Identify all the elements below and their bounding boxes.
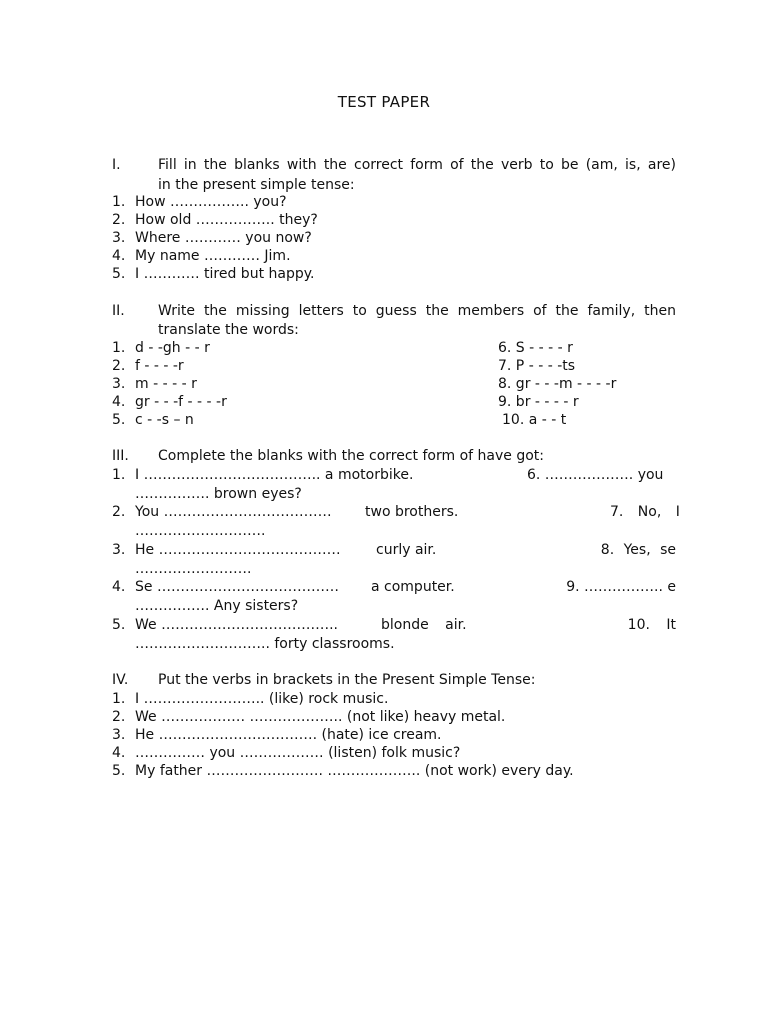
item-number: 1. [112, 340, 126, 356]
exercise-item: 7. No, I [610, 504, 680, 520]
family-word-puzzle: 7. P - - - -ts [498, 358, 576, 374]
exercise-item: two brothers. [365, 504, 459, 520]
item-number: 5. [112, 266, 126, 282]
exercise-item-continued: ………………………. [135, 523, 266, 539]
exercise-item: We ……………………………….. [135, 617, 338, 633]
item-number: 5. [112, 412, 126, 428]
family-word-puzzle: m - - - - r [135, 376, 197, 392]
exercise-item-continued: ……………………. [135, 561, 252, 577]
page-title: TEST PAPER [337, 93, 431, 111]
exercise-item: 6. ………………. you [527, 467, 664, 483]
exercise-item: My name ………… Jim. [135, 248, 291, 264]
exercise-item: He ……………………………. (hate) ice cream. [135, 727, 442, 743]
exercise-item-continued: ……………………….. forty classrooms. [135, 636, 395, 652]
exercise-item: I ……………………………….. a motorbike. [135, 467, 414, 483]
exercise-item: Where ………… you now? [135, 230, 312, 246]
exercise-item: You ……………………………… [135, 504, 332, 520]
exercise-item: curly air. [376, 542, 437, 558]
family-word-puzzle: d - -gh - - r [135, 340, 210, 356]
item-number: 1. [112, 194, 126, 210]
exercise-item: …………… you ……………… (listen) folk music? [135, 745, 461, 761]
exercise-item: He ………………………………… [135, 542, 341, 558]
exercise-item: How old …………….. they? [135, 212, 318, 228]
exercise-item: My father ……………………. ……………….. (not work) every day. [135, 763, 574, 779]
section-instruction: translate the words: [158, 322, 299, 338]
item-number: 1. [112, 691, 126, 707]
exercise-item-continued: ……………. brown eyes? [135, 486, 302, 502]
item-number: 2. [112, 358, 126, 374]
section-instruction: Complete the blanks with the correct form of have got: [158, 448, 544, 464]
exercise-item-continued: ……………. Any sisters? [135, 598, 299, 614]
item-number: 4. [112, 579, 126, 595]
exercise-item: I …………………….. (like) rock music. [135, 691, 389, 707]
section-instruction: Put the verbs in brackets in the Present Simple Tense: [158, 672, 536, 688]
item-number: 5. [112, 763, 126, 779]
exercise-item: a computer. [371, 579, 455, 595]
section-number: IV. [112, 672, 129, 688]
item-number: 2. [112, 709, 126, 725]
item-number: 4. [112, 394, 126, 410]
exercise-item: 8. Yes, se [600, 542, 676, 558]
item-number: 3. [112, 727, 126, 743]
family-word-puzzle: 8. gr - - -m - - - -r [498, 376, 617, 392]
family-word-puzzle: 9. br - - - - r [498, 394, 579, 410]
item-number: 3. [112, 542, 126, 558]
exercise-item: I ………… tired but happy. [135, 266, 315, 282]
family-word-puzzle: c - -s – n [135, 412, 194, 428]
section-instruction: in the present simple tense: [158, 177, 355, 193]
exercise-item: 9. …………….. e [566, 579, 676, 595]
family-word-puzzle: 6. S - - - - r [498, 340, 573, 356]
section-number: I. [112, 157, 121, 173]
item-number: 3. [112, 376, 126, 392]
item-number: 5. [112, 617, 126, 633]
family-word-puzzle: f - - - -r [135, 358, 184, 374]
section-number: II. [112, 303, 125, 319]
section-number: III. [112, 448, 129, 464]
family-word-puzzle: 10. a - - t [502, 412, 567, 428]
exercise-item: Se ………………………………… [135, 579, 339, 595]
section-instruction: Fill in the blanks with the correct form of the verb to be (am, is, are) [158, 157, 676, 173]
exercise-item: 10. It [627, 617, 676, 633]
item-number: 1. [112, 467, 126, 483]
item-number: 4. [112, 745, 126, 761]
item-number: 2. [112, 212, 126, 228]
family-word-puzzle: gr - - -f - - - -r [135, 394, 227, 410]
exercise-item: blonde air. [381, 617, 467, 633]
exercise-item: We ……………… ……………….. (not like) heavy metal. [135, 709, 506, 725]
item-number: 4. [112, 248, 126, 264]
section-instruction: Write the missing letters to guess the members of the family, then [158, 303, 676, 319]
item-number: 3. [112, 230, 126, 246]
exercise-item: How …………….. you? [135, 194, 287, 210]
item-number: 2. [112, 504, 126, 520]
